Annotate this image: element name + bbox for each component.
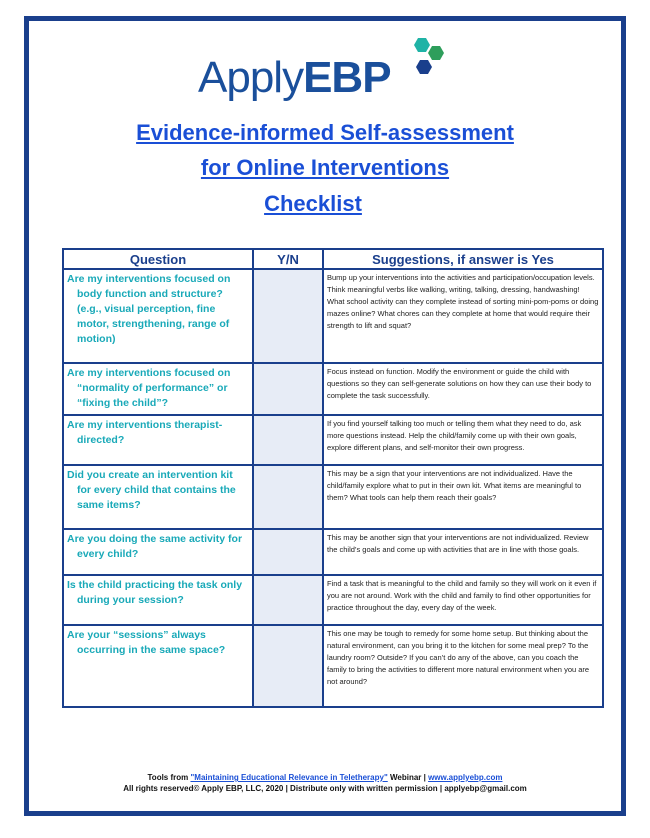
table-header-row (63, 249, 603, 269)
table-row (63, 415, 603, 465)
yn-cell[interactable] (253, 465, 323, 529)
question-cell: Are you doing the same activity for every child? (67, 533, 243, 560)
suggestion-cell: Focus instead on function. Modify the environment or guide the child with questions so they can self-generate solutions on how they can use their body to complete the task successfully. (323, 363, 603, 415)
question-cell: Are my interventions focused on “normality of performance” or “fixing the child”? (67, 367, 231, 409)
footer-rights: All rights reserved© Apply EBP, LLC, 2020 | Distribute only with written permission | applyebp@gmail.com (123, 784, 527, 793)
yn-cell[interactable] (253, 363, 323, 415)
question-cell: Did you create an intervention kit for every child that contains the same items? (67, 469, 236, 511)
table-row (63, 465, 603, 529)
table-row (63, 269, 603, 363)
footer-tools-from: Tools from (147, 773, 191, 782)
question-cell: Is the child practicing the task only during your session? (67, 579, 243, 606)
question-cell: Are my interventions focused on body function and structure? (e.g., visual perception, fine motor, strengthening, range of motion) (67, 273, 231, 345)
checklist-table (62, 248, 604, 708)
hexagon-logo-icon (408, 36, 452, 84)
footer-line-1 (0, 772, 650, 783)
yn-cell[interactable] (253, 575, 323, 625)
webinar-link[interactable]: "Maintaining Educational Relevance in Teletherapy" (190, 773, 388, 782)
applyebp-logo (198, 44, 458, 104)
header-question: Question (63, 249, 253, 269)
logo-apply-text: Apply (198, 53, 304, 102)
title-line-3: Checklist (264, 191, 362, 216)
title-line-2: for Online Interventions (200, 155, 450, 180)
suggestion-cell: This may be a sign that your interventions are not individualized. Have the child/family explore what to put in their own kit. What items are meaningful to them? What tools can help them reach their goals? (323, 465, 603, 529)
website-link[interactable]: www.applyebp.com (428, 773, 503, 782)
question-cell: Are my interventions therapist-directed? (67, 419, 223, 446)
suggestion-cell: Find a task that is meaningful to the child and family so they will work on it even if you are not around. Work with the child and family to find other opportunities for practice throughout the day, every day of the week. (323, 575, 603, 625)
footer-webinar-word: Webinar | (387, 773, 429, 782)
table-row (63, 529, 603, 575)
question-cell: Are your “sessions” always occurring in the same space? (67, 629, 226, 656)
title-line-1: Evidence-informed Self-assessment (136, 120, 514, 145)
suggestion-cell: This may be another sign that your interventions are not individualized. Review the child’s goals and come up with activities that are in line with those goals. (323, 529, 603, 575)
yn-cell[interactable] (253, 269, 323, 363)
table-row (63, 363, 603, 415)
suggestion-cell: Bump up your interventions into the activities and participation/occupation levels. Think meaningful verbs like walking, writing, talking, dressing, handwashing! What school activity can they complete instead of sorting mini-pom-poms or doing mazes online? What chores can they complete at home that would require their strength to lift and squat? (323, 269, 603, 363)
yn-cell[interactable] (253, 529, 323, 575)
header-suggestions: Suggestions, if answer is Yes (323, 249, 603, 269)
table-row (63, 575, 603, 625)
logo-ebp-text: EBP (303, 53, 391, 102)
suggestion-cell: If you find yourself talking too much or telling them what they need to do, ask more questions instead. Help the child/family come up with their own goals, explore different plans, and self-monitor their own progress. (323, 415, 603, 465)
table-row (63, 625, 603, 707)
yn-cell[interactable] (253, 625, 323, 707)
yn-cell[interactable] (253, 415, 323, 465)
suggestion-cell: This one may be tough to remedy for some home setup. But thinking about the natural environment, can you bring it to the kitchen for some meal prep? To the laundry room? Outside? If you can’t do any of the above, can you coach the family to bring the activities to different more natural environment when you are not around? (323, 625, 603, 707)
header-yn: Y/N (253, 249, 323, 269)
